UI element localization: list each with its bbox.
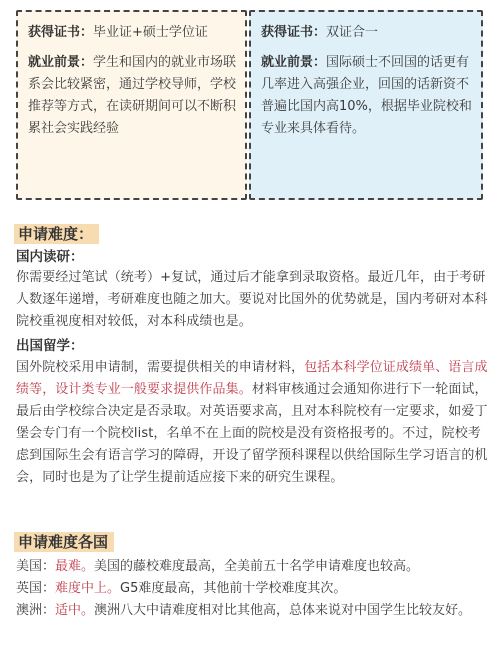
- country-desc: G5难度最高，其他前十学校难度其次。: [120, 581, 347, 596]
- country-line-usa: [16, 556, 490, 578]
- country-level: 适中。: [55, 603, 95, 618]
- abroad-job-value: 国际硕士不回国的话更有几率进入高强企业，回国的话新资不普遍比国内高10%，根据毕业院校和专业来具体看待。: [261, 55, 472, 136]
- country-desc: 澳洲八大中请难度相对比其他高，总体来说对中国学生比较友好。: [94, 603, 472, 618]
- abroad-cert-value: 双证合一: [326, 25, 379, 40]
- country-name: 美国：: [16, 559, 56, 574]
- abroad-text-after: 材料审核通过会通知你进行下一轮面试，最后由学校综合决定是否录取。对英语要求高，且对本科院校有一定要求，如爱丁堡会专门有一个院校list，名单不在上面的院校是没有资格报考的。不过，院校考虑到国际生会有语言学习的障碍，开设了留学预科课程以供给国际生学习语言的机会，同时也是为了让学生提前适应接下来的研究生课程。: [16, 382, 488, 485]
- domestic-job-label: 就业前景：: [28, 55, 94, 70]
- countries-heading: 申请难度各国: [14, 532, 114, 552]
- abroad-info-box: [249, 10, 483, 200]
- country-name: 英国：: [16, 581, 56, 596]
- domestic-study-title: 国内读研：: [16, 249, 84, 265]
- domestic-cert-line: [28, 22, 237, 44]
- abroad-study-title: 出国留学：: [16, 338, 84, 354]
- country-level: 难度中上。: [55, 581, 121, 596]
- country-desc: 美国的藤校难度最高，全美前五十名学申请难度也较高。: [94, 559, 420, 574]
- abroad-text-highlight: 包括本科学位证成绩单、语言成绩等，设计类专业一般要求提供作品集。: [16, 360, 488, 397]
- abroad-cert-label: 获得证书：: [261, 25, 327, 40]
- abroad-text-before: 国外院校采用申请制，需要提供相关的申请材料，: [16, 360, 305, 375]
- country-line-uk: [16, 578, 490, 600]
- domestic-study-text: 你需要经过笔试（统考）+复试，通过后才能拿到录取资格。最近几年，由于考研人数逐年递增，考研难度也随之加大。要说对比国外的优势就是，国内考研对本科院校重视度相对较低，对本科成绩也是。: [16, 270, 488, 329]
- domestic-cert-label: 获得证书：: [28, 25, 94, 40]
- domestic-info-box: [16, 10, 247, 200]
- domestic-cert-value: 毕业证+硕士学位证: [93, 25, 208, 40]
- abroad-cert-line: [261, 22, 473, 44]
- abroad-study-text: [16, 357, 488, 489]
- country-level: 最难。: [55, 559, 95, 574]
- country-line-australia: [16, 600, 490, 622]
- abroad-job-line: [261, 52, 473, 140]
- difficulty-heading: 申请难度：: [14, 224, 99, 244]
- country-name: 澳洲：: [16, 603, 56, 618]
- domestic-job-value: 学生和国内的就业市场联系会比较紧密，通过学校导师，学校推荐等方式，在读研期间可以不断积累社会实践经验: [28, 55, 237, 136]
- abroad-job-label: 就业前景：: [261, 55, 327, 70]
- domestic-job-line: [28, 52, 237, 140]
